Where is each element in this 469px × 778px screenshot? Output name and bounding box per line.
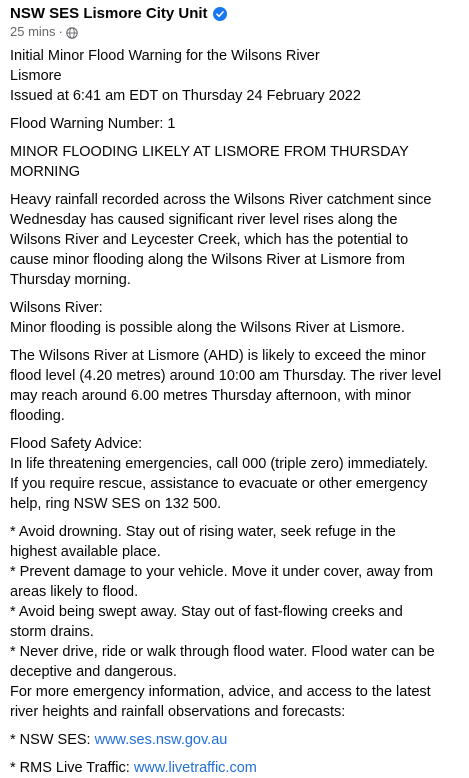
text-line: Flood Safety Advice: [10,436,143,452]
text-line: highest available place. [10,544,161,560]
text-line: help, ring NSW SES on 132 500. [10,496,222,512]
paragraph-link-traffic [10,758,459,778]
link-prefix: * NSW SES: [10,732,95,748]
text-line: If you require rescue, assistance to evacuate or other emergency [10,476,428,492]
text-line: Issued at 6:41 am EDT on Thursday 24 February 2022 [10,88,361,104]
live-traffic-link[interactable]: www.livetraffic.com [133,760,257,776]
paragraph-warning-number [10,114,459,134]
text-line: areas likely to flood. [10,584,139,600]
text-line: * Avoid drowning. Stay out of rising water, seek refuge in the [10,524,396,540]
text-line: flooding. [10,408,65,424]
text-line: Wednesday has caused significant river level rises along the [10,212,398,228]
text-line: Heavy rainfall recorded across the Wilsons River catchment since [10,192,432,208]
text-line: MINOR FLOODING LIKELY AT LISMORE FROM THURSDAY [10,144,409,160]
paragraph-rainfall [10,190,459,290]
text-line: Lismore [10,68,62,84]
text-line: * Prevent damage to your vehicle. Move it under cover, away from [10,564,434,580]
link-prefix: * RMS Live Traffic: [10,760,134,776]
paragraph-link-ses [10,730,459,750]
link-line [10,758,459,778]
paragraph-wilsons-river [10,298,459,338]
link-line [10,730,459,750]
paragraph-warning-title [10,46,459,106]
post-meta [10,23,459,40]
text-line: cause minor flooding along the Wilsons River at Lismore from [10,252,405,268]
text-line: In life threatening emergencies, call 000 (triple zero) immediately. [10,456,429,472]
text-line: storm drains. [10,624,94,640]
text-line: Wilsons River and Leycester Creek, which has the potential to [10,232,409,248]
text-line: flood level (4.20 metres) around 10:00 am Thursday. The river level [10,368,442,384]
text-line: deceptive and dangerous. [10,664,177,680]
paragraph-headline [10,142,459,182]
text-line: * Avoid being swept away. Stay out of fast-flowing creeks and [10,604,403,620]
text-line: For more emergency information, advice, and access to the latest [10,684,431,700]
verified-badge-icon [213,7,227,21]
paragraph-river-level [10,346,459,426]
text-line: may reach around 6.00 metres Thursday afternoon, with minor [10,388,412,404]
page-name[interactable]: NSW SES Lismore City Unit [10,5,208,22]
text-line: river heights and rainfall observations and forecasts: [10,704,346,720]
text-line: Flood Warning Number: 1 [10,116,176,132]
post-body [10,46,459,778]
text-line: MORNING [10,164,81,180]
text-line: Thursday morning. [10,272,131,288]
meta-separator: · [58,24,63,39]
paragraph-safety-tips [10,522,459,722]
text-line: Initial Minor Flood Warning for the Wilsons River [10,48,320,64]
ses-website-link[interactable]: www.ses.nsw.gov.au [94,732,228,748]
post-header [10,4,459,40]
text-line: Wilsons River: [10,300,103,316]
text-line: The Wilsons River at Lismore (AHD) is likely to exceed the minor [10,348,426,364]
text-line: Minor flooding is possible along the Wilsons River at Lismore. [10,320,405,336]
post-timestamp[interactable]: 25 mins [10,24,56,39]
post-title-row [10,4,459,23]
text-line: * Never drive, ride or walk through flood water. Flood water can be [10,644,435,660]
paragraph-safety-advice [10,434,459,514]
globe-icon [66,26,78,38]
